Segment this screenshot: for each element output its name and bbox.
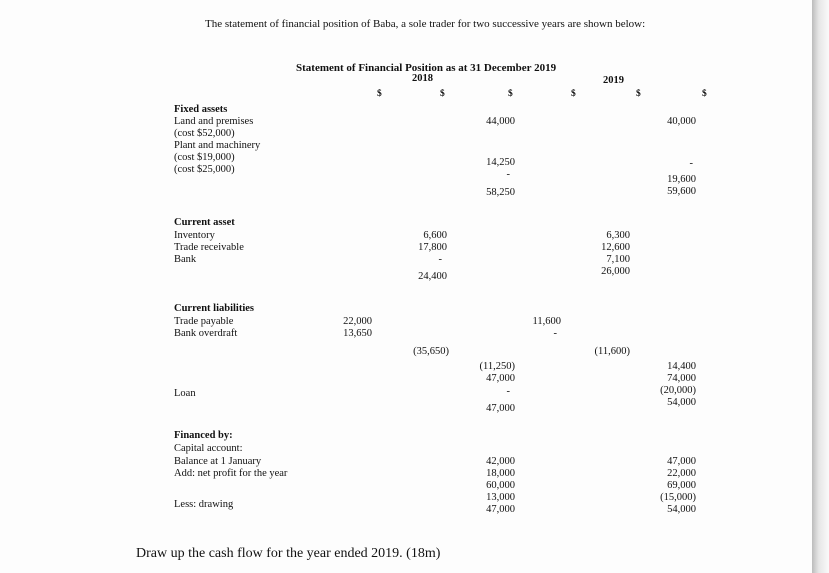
year-2019: 2019 (603, 75, 624, 86)
current-liabilities-heading: Current liabilities (174, 303, 255, 314)
ca-2018-total: 24,400 (418, 271, 447, 282)
fa-2018-dash: - (506, 169, 510, 180)
fa-2019-dash: - (689, 158, 693, 169)
plant-cost-2019: (cost $25,000) (174, 164, 235, 175)
wc-2019-subtotal: 74,000 (667, 373, 696, 384)
fa-2019-total: 59,600 (667, 186, 696, 197)
wc-2019-net: 54,000 (667, 397, 696, 408)
fa-2018-plant: 14,250 (486, 157, 515, 168)
wc-2019-value: 14,400 (667, 361, 696, 372)
fa-2019-plant: 19,600 (667, 174, 696, 185)
fin-2018-drawing: 13,000 (486, 492, 515, 503)
cl-2019-overdraft: - (553, 328, 557, 339)
current-assets-heading: Current asset (174, 217, 235, 228)
trade-payable-label: Trade payable (174, 316, 234, 327)
fin-2019-balance: 47,000 (667, 456, 696, 467)
currency-col-6: $ (702, 89, 707, 99)
capital-account-label: Capital account: (174, 443, 243, 454)
cl-2018-total: (35,650) (413, 346, 449, 357)
inventory-label: Inventory (174, 230, 215, 241)
cl-2019-payable: 11,600 (532, 316, 561, 327)
fin-2018-total: 47,000 (486, 504, 515, 515)
land-cost: (cost $52,000) (174, 128, 235, 139)
ca-2018-receivable: 17,800 (418, 242, 447, 253)
ca-2018-inventory: 6,600 (423, 230, 447, 241)
ca-2018-bank: - (438, 254, 442, 265)
plant-cost-2018: (cost $19,000) (174, 152, 235, 163)
currency-col-1: $ (377, 89, 382, 99)
fin-2018-subtotal: 60,000 (486, 480, 515, 491)
page-edge (812, 0, 829, 573)
fixed-assets-heading: Fixed assets (174, 104, 228, 115)
question-text: Draw up the cash flow for the year ended 2019. (18m) (136, 546, 441, 561)
fa-2019-land: 40,000 (667, 116, 696, 127)
fin-2018-profit: 18,000 (486, 468, 515, 479)
net-profit-label: Add: net profit for the year (174, 468, 288, 479)
fin-2019-subtotal: 69,000 (667, 480, 696, 491)
trade-receivable-label: Trade receivable (174, 242, 244, 253)
cl-2018-overdraft: 13,650 (343, 328, 372, 339)
currency-col-5: $ (636, 89, 641, 99)
plant-label: Plant and machinery (174, 140, 261, 151)
ca-2019-bank: 7,100 (606, 254, 630, 265)
wc-2018-net: 47,000 (486, 403, 515, 414)
cl-2018-payable: 22,000 (343, 316, 372, 327)
wc-2018-subtotal: 47,000 (486, 373, 515, 384)
statement-title: Statement of Financial Position as at 31 December 2019 (296, 62, 557, 74)
bank-label: Bank (174, 254, 197, 265)
fin-2019-total: 54,000 (667, 504, 696, 515)
currency-col-2: $ (440, 89, 445, 99)
land-label: Land and premises (174, 116, 254, 127)
ca-2019-receivable: 12,600 (601, 242, 630, 253)
ca-2019-total: 26,000 (601, 266, 630, 277)
wc-2018-value: (11,250) (479, 361, 515, 372)
fin-2019-drawing: (15,000) (660, 492, 696, 503)
fa-2018-total: 58,250 (486, 187, 515, 198)
wc-2019-loan: (20,000) (660, 385, 696, 396)
year-2018: 2018 (412, 73, 433, 84)
currency-col-3: $ (508, 89, 513, 99)
bank-overdraft-label: Bank overdraft (174, 328, 238, 339)
intro-text: The statement of financial position of Baba, a sole trader for two successive years are shown below: (205, 18, 646, 30)
currency-col-4: $ (571, 89, 576, 99)
wc-2018-loan: - (506, 386, 510, 397)
cl-2019-total: (11,600) (594, 346, 630, 357)
fa-2018-land: 44,000 (486, 116, 515, 127)
ca-2019-inventory: 6,300 (606, 230, 630, 241)
loan-label: Loan (174, 388, 196, 399)
fin-2018-balance: 42,000 (486, 456, 515, 467)
financed-by-heading: Financed by: (174, 430, 233, 441)
fin-2019-profit: 22,000 (667, 468, 696, 479)
drawing-label: Less: drawing (174, 499, 234, 510)
balance-label: Balance at 1 January (174, 456, 262, 467)
